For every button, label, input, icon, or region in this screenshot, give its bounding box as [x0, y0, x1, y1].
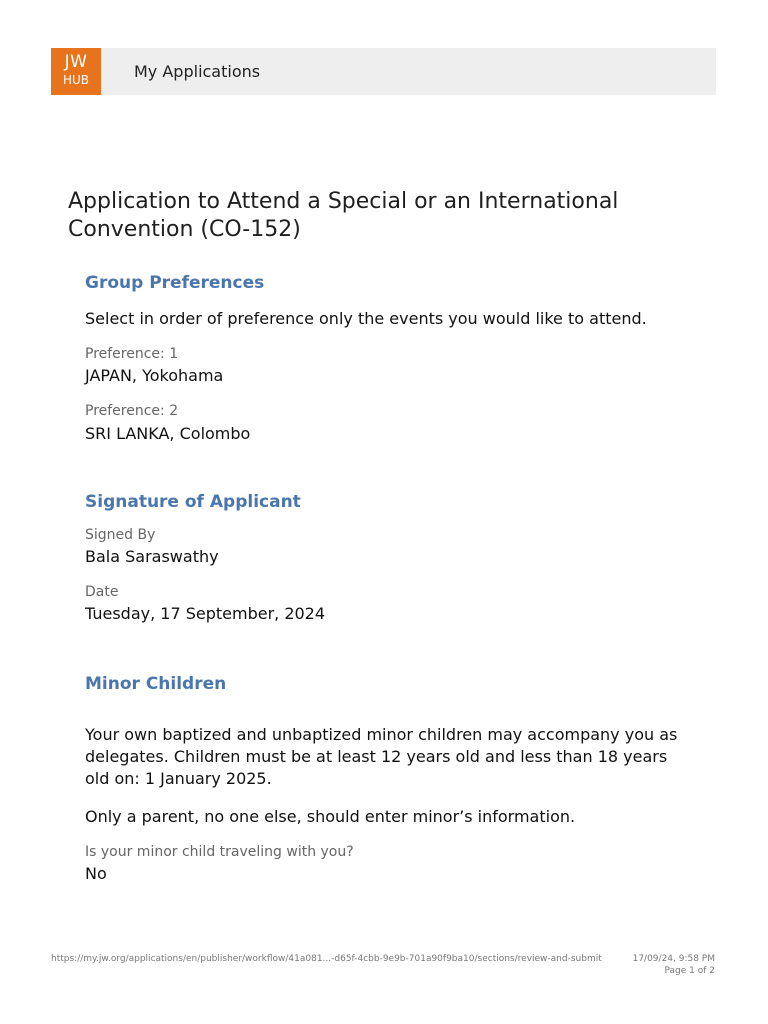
minor-traveling-question-label: Is your minor child traveling with you?: [85, 844, 354, 860]
preference-1-label: Preference: 1: [85, 346, 179, 362]
footer-page-number: Page 1 of 2: [664, 966, 715, 976]
preference-2-label: Preference: 2: [85, 403, 179, 419]
group-preferences-instruction: Select in order of preference only the events you would like to attend.: [85, 309, 647, 328]
date-value: Tuesday, 17 September, 2024: [85, 604, 326, 623]
date-label: Date: [85, 584, 119, 600]
preference-2-value: SRI LANKA, Colombo: [85, 424, 251, 443]
app-title[interactable]: My Applications: [134, 62, 261, 81]
jw-hub-logo[interactable]: [51, 48, 101, 95]
preference-1-value: JAPAN, Yokohama: [85, 366, 224, 385]
top-bar: [51, 48, 716, 95]
footer-datetime: 17/09/24, 9:58 PM: [632, 954, 715, 964]
minor-children-paragraph-2: Only a parent, no one else, should enter minor’s information.: [85, 807, 576, 826]
section-title-signature: Signature of Applicant: [85, 492, 301, 512]
page-title: Application to Attend a Special or an International Convention (CO-152): [68, 189, 619, 242]
minor-traveling-question-value: No: [85, 864, 107, 883]
signed-by-label: Signed By: [85, 527, 156, 543]
minor-children-paragraph-1: Your own baptized and unbaptized minor children may accompany you as delegates. Children must be at least 12 years old and less than 18 years old on: 1 January 2025.: [85, 725, 678, 788]
footer-meta: [633, 953, 715, 977]
section-title-group-preferences: Group Preferences: [85, 273, 265, 293]
section-title-minor-children: Minor Children: [85, 674, 227, 694]
footer-url: https://my.jw.org/applications/en/publisher/workflow/41a081...-d65f-4cbb-9e9b-701a90f9ba10/sections/review-and-submit: [51, 954, 602, 964]
logo-text-jw: JW: [64, 52, 88, 72]
logo-text-hub: HUB: [62, 73, 90, 87]
signed-by-value: Bala Saraswathy: [85, 547, 219, 566]
